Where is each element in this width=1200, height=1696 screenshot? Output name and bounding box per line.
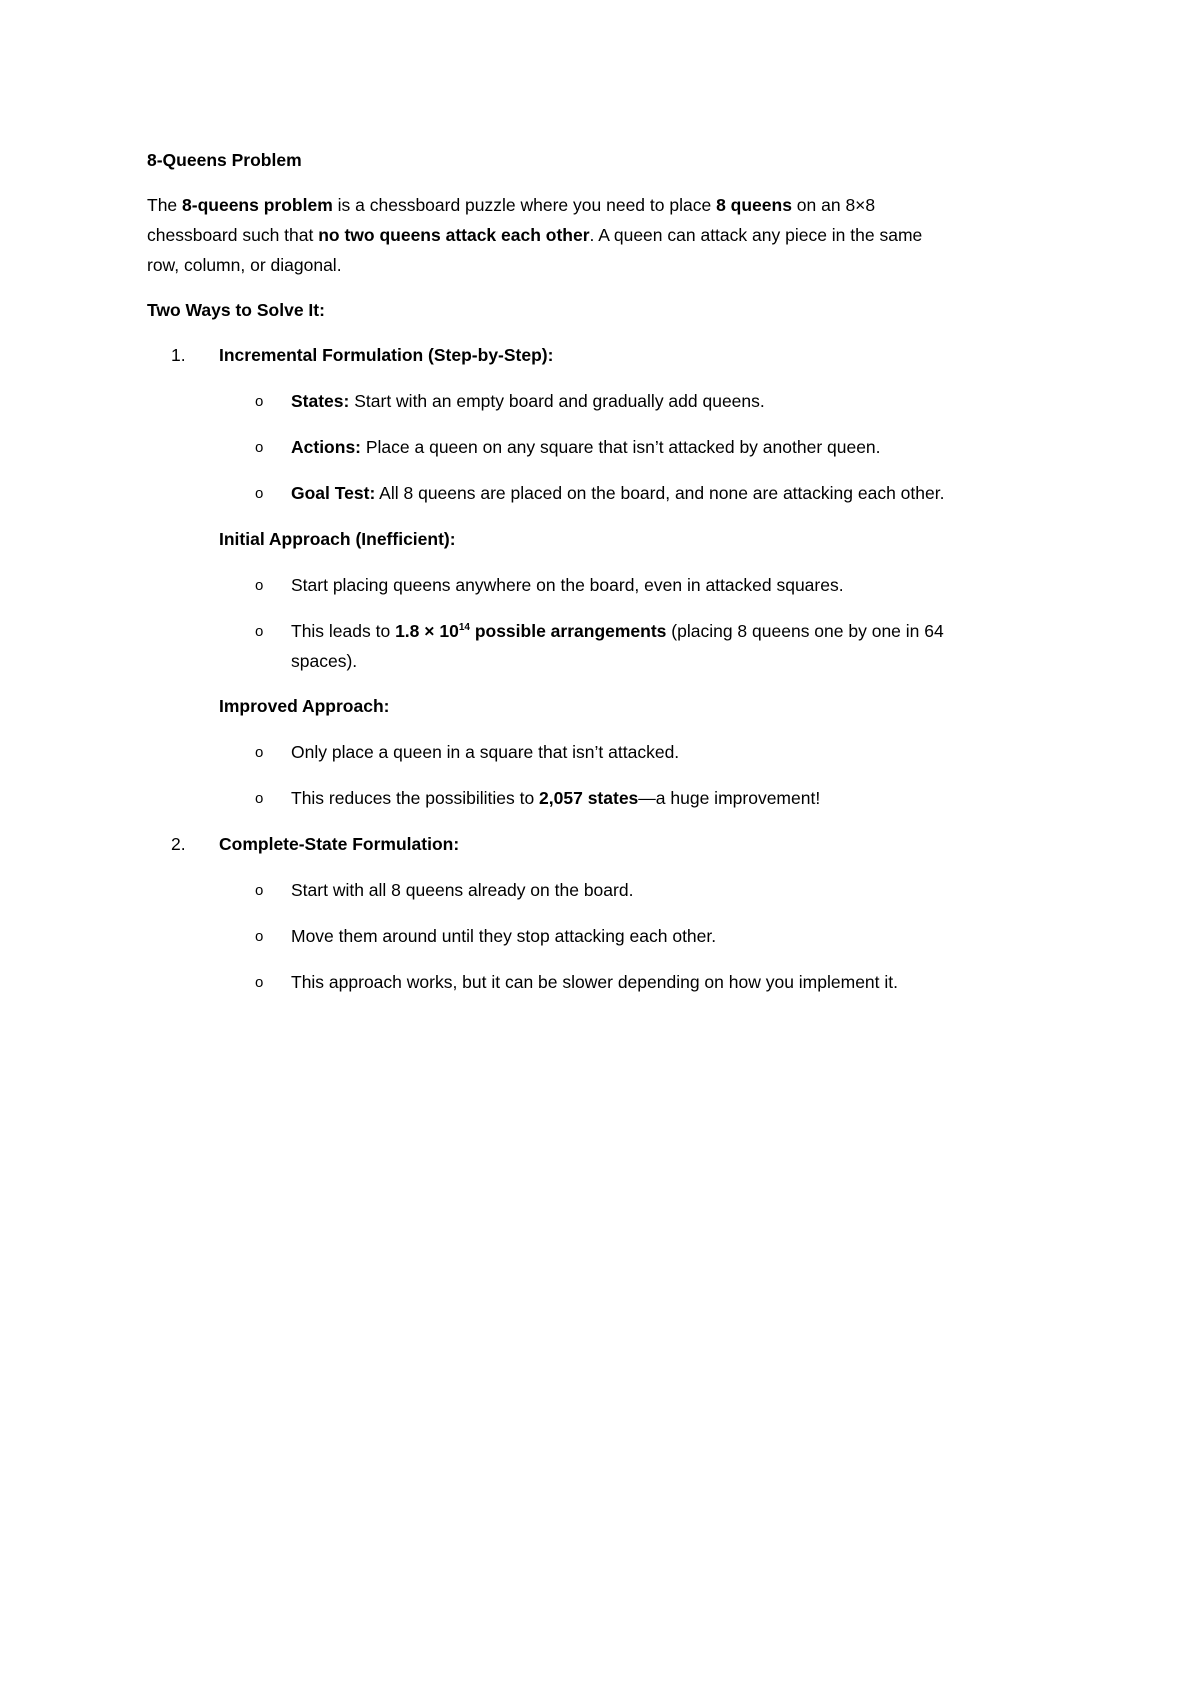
intro-text: chessboard such that xyxy=(147,225,319,245)
arrangements-label: possible arrangements xyxy=(469,621,667,641)
list-item-text: This reduces the possibilities to xyxy=(291,788,540,808)
intro-line-3: row, column, or diagonal. xyxy=(147,255,342,275)
list-item-label: States: xyxy=(291,391,350,411)
intro-bold-term: 8-queens problem xyxy=(182,195,333,215)
initial-item-2 xyxy=(291,619,944,643)
intro-text: is a chessboard puzzle where you need to place xyxy=(332,195,717,215)
bullet-marker: o xyxy=(255,577,264,594)
improved-item-1: Only place a queen in a square that isn’t attacked. xyxy=(291,742,680,762)
intro-line-1 xyxy=(147,193,875,217)
list-item-goal-test xyxy=(291,481,944,505)
bullet-marker: o xyxy=(255,882,264,899)
bullet-marker: o xyxy=(255,928,264,945)
section-1-number: 1. xyxy=(171,345,186,365)
bullet-marker: o xyxy=(255,623,264,640)
section-2-item-3: This approach works, but it can be slower depending on how you implement it. xyxy=(291,972,898,992)
intro-line-2 xyxy=(147,223,922,247)
section-2-number: 2. xyxy=(171,834,186,854)
initial-item-1: Start placing queens anywhere on the board, even in attacked squares. xyxy=(291,575,844,595)
section-1-heading: Incremental Formulation (Step-by-Step): xyxy=(219,345,554,365)
improved-approach-heading: Improved Approach: xyxy=(219,696,390,716)
section-2-heading: Complete-State Formulation: xyxy=(219,834,460,854)
intro-bold-term: no two queens attack each other xyxy=(318,225,590,245)
list-item-text: All 8 queens are placed on the board, and none are attacking each other. xyxy=(375,483,945,503)
initial-approach-heading: Initial Approach (Inefficient): xyxy=(219,529,456,549)
bullet-marker: o xyxy=(255,485,264,502)
list-item-text: —a huge improvement! xyxy=(638,788,821,808)
bullet-marker: o xyxy=(255,439,264,456)
bullet-marker: o xyxy=(255,790,264,807)
bullet-marker: o xyxy=(255,744,264,761)
intro-text: The xyxy=(147,195,183,215)
intro-text: on an 8×8 xyxy=(791,195,876,215)
improved-item-2 xyxy=(291,786,820,810)
section-2-item-1: Start with all 8 queens already on the board. xyxy=(291,880,634,900)
arrangements-count: 1.8 × 10 xyxy=(395,621,459,641)
section-2-item-2: Move them around until they stop attacking each other. xyxy=(291,926,717,946)
list-item-text: (placing 8 queens one by one in 64 xyxy=(666,621,944,641)
list-item-text: Place a queen on any square that isn’t attacked by another queen. xyxy=(361,437,881,457)
states-count: 2,057 states xyxy=(539,788,639,808)
bullet-marker: o xyxy=(255,393,264,410)
exponent: 14 xyxy=(458,622,470,634)
list-item-states xyxy=(291,389,765,413)
list-item-label: Actions: xyxy=(291,437,361,457)
bullet-marker: o xyxy=(255,974,264,991)
list-item-text: This leads to xyxy=(291,621,396,641)
list-item-label: Goal Test: xyxy=(291,483,376,503)
intro-text: . A queen can attack any piece in the same xyxy=(589,225,923,245)
ways-heading: Two Ways to Solve It: xyxy=(147,300,325,320)
list-item-text: Start with an empty board and gradually add queens. xyxy=(349,391,765,411)
list-item-actions xyxy=(291,435,881,459)
initial-item-2-cont: spaces). xyxy=(291,651,358,671)
intro-bold-term: 8 queens xyxy=(716,195,792,215)
document-title: 8-Queens Problem xyxy=(147,150,302,170)
